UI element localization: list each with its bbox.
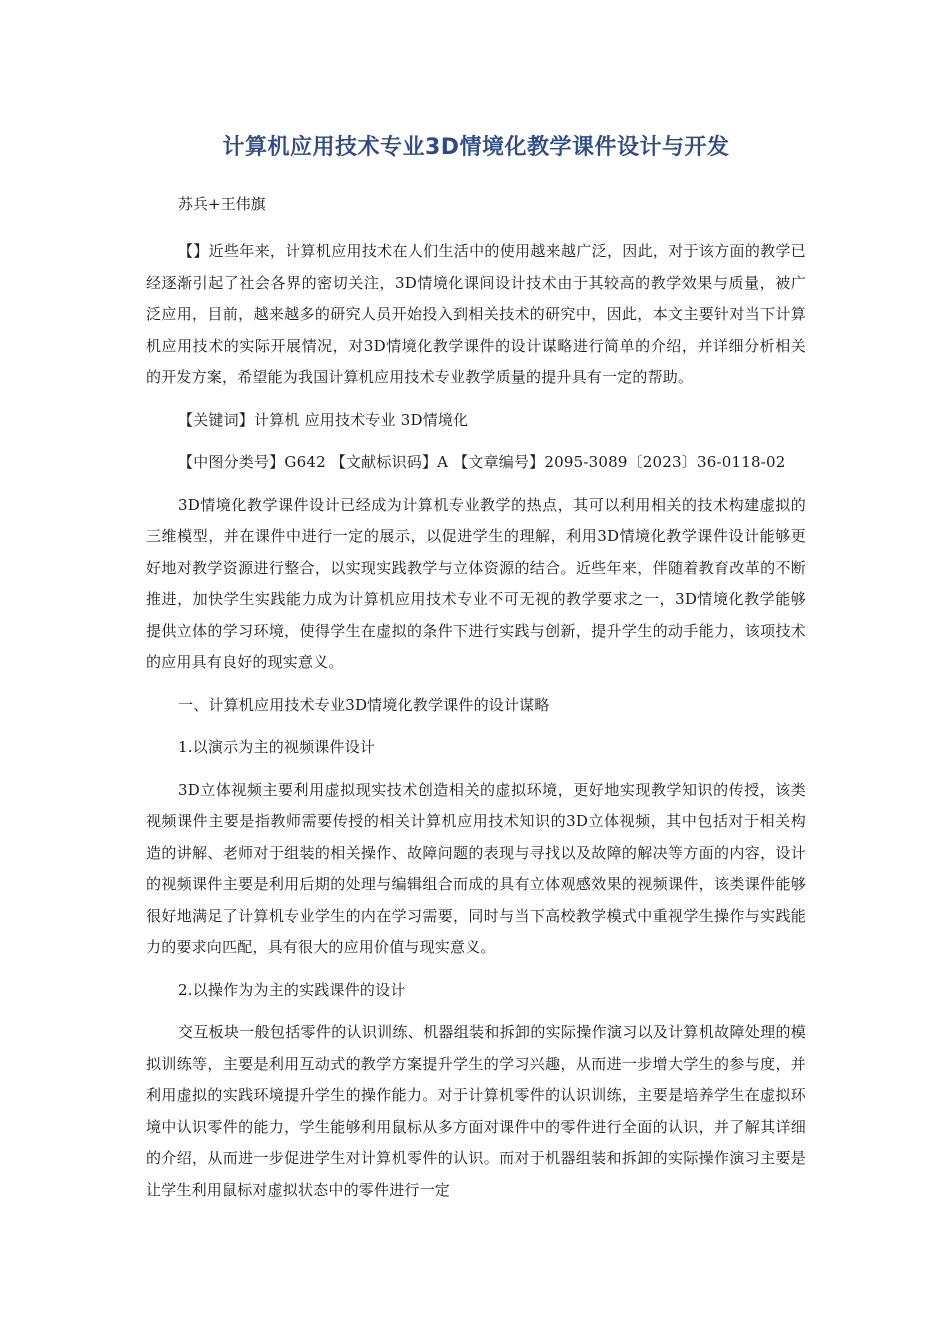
- classification-line: 【中图分类号】G642 【文献标识码】A 【文章编号】2095-3089〔2023〕36-0118-02: [178, 453, 786, 471]
- subsection-heading-2: 2.以操作为为主的实践课件的设计: [178, 980, 406, 999]
- subsection-heading-1: 1.以演示为主的视频课件设计: [178, 738, 376, 756]
- article-title: 计算机应用技术专业3D情境化教学课件设计与开发: [222, 135, 730, 160]
- article-page: [146, 130, 806, 1217]
- subsection-2-body: 交互板块一般包括零件的认识训练、机器组装和拆卸的实际操作演习以及计算机故障处理的模拟训练等，主要是利用互动式的教学方案提升学生的学习兴趣，从而进一步增大学生的参与度，并利用虚拟的实践环境提升学生的操作能力。对于计算机零件的认识训练，主要是培养学生在虚拟环境中认识零件的能力，学生能够利用鼠标从多方面对课件中的零件进行全面的认识，并了解其详细的介绍，从而进一步促进学生对计算机零件的认识。而对于机器组装和拆卸的实际操作演习主要是让学生利用鼠标对虚拟状态中的零件进行一定: [146, 1023, 806, 1199]
- section-heading-1: 一、计算机应用技术专业3D情境化教学课件的设计谋略: [178, 695, 550, 714]
- intro-paragraph: 3D情境化教学课件设计已经成为计算机专业教学的热点，其可以利用相关的技术构建虚拟的三维模型，并在课件中进行一定的展示，以促进学生的理解，利用3D情境化教学课件设计能够更好地对教学资源进行整合，以实现实践教学与立体资源的结合。近些年来，伴随着教育改革的不断推进，加快学生实践能力成为计算机应用技术专业不可无视的教学要求之一，3D情境化教学能够提供立体的学习环境，使得学生在虚拟的条件下进行实践与创新，提升学生的动手能力，该项技术的应用具有良好的现实意义。: [146, 495, 806, 671]
- subsection-1-body: 3D立体视频主要利用虚拟现实技术创造相关的虚拟环境，更好地实现教学知识的传授，该类视频课件主要是指教师需要传授的相关计算机应用技术知识的3D立体视频，其中包括对于相关构造的讲解、老师对于组装的相关操作、故障问题的表现与寻找以及故障的解决等方面的内容，设计的视频课件主要是利用后期的处理与编辑组合而成的具有立体观感效果的视频课件，该类课件能够很好地满足了计算机专业学生的内在学习需要，同时与当下高校教学模式中重视学生操作与实践能力的要求向匹配，具有很大的应用价值与现实意义。: [146, 780, 806, 956]
- keywords-line: 【关键词】计算机 应用技术专业 3D情境化: [178, 410, 469, 429]
- article-authors: 苏兵+王伟旗: [178, 195, 266, 213]
- abstract-paragraph: 【】近些年来，计算机应用技术在人们生活中的使用越来越广泛，因此，对于该方面的教学已经逐渐引起了社会各界的密切关注，3D情境化课间设计技术由于其较高的教学效果与质量，被广泛应用，目前，越来越多的研究人员开始投入到相关技术的研究中，因此，本文主要针对当下计算机应用技术的实际开展情况，对3D情境化教学课件的设计谋略进行简单的介绍，并详细分析相关的开发方案，希望能为我国计算机应用技术专业教学质量的提升具有一定的帮助。: [146, 242, 806, 386]
